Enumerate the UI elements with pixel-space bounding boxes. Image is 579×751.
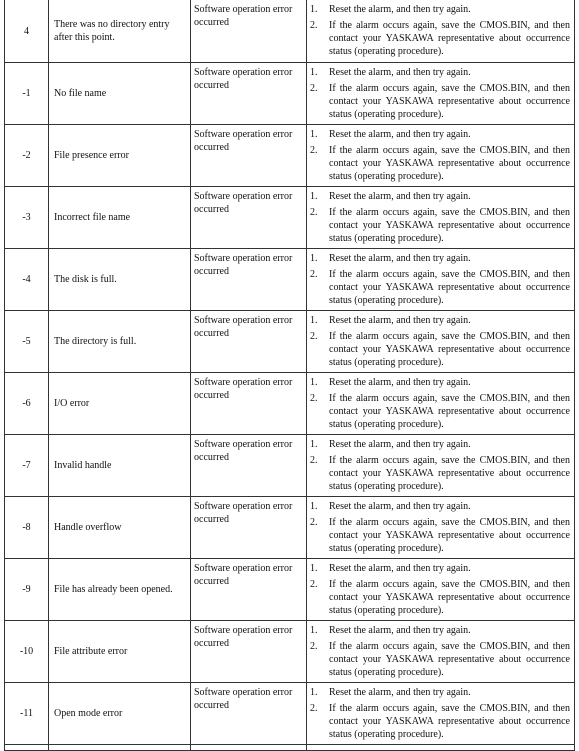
alarm-cause: Software operation error occurred xyxy=(191,559,307,621)
table-row xyxy=(5,0,575,63)
alarm-cause: Software operation error occurred xyxy=(191,497,307,559)
table-row xyxy=(5,497,575,559)
remedy-step xyxy=(310,330,570,369)
remedy-step-text: Reset the alarm, and then try again. xyxy=(329,253,471,264)
remedy-step xyxy=(310,562,570,575)
alarm-cause: Software operation error occurred xyxy=(191,125,307,187)
remedy-step xyxy=(310,128,570,141)
alarm-sub-code: -3 xyxy=(5,187,49,249)
alarm-cause: Software operation error occurred xyxy=(191,311,307,373)
remedy-step-text: Reset the alarm, and then try again. xyxy=(329,315,471,326)
remedy-step xyxy=(310,66,570,79)
remedy-step xyxy=(310,82,570,121)
remedy-step xyxy=(310,500,570,513)
remedy-step xyxy=(310,454,570,493)
remedy-step-text: If the alarm occurs again, save the CMOS.BIN, and then contact your YASKAWA representative about occurrence status (operating procedure). xyxy=(329,641,570,678)
remedy-step-text: Reset the alarm, and then try again. xyxy=(329,563,471,574)
remedy-step xyxy=(310,578,570,617)
remedy-step-number: 1. xyxy=(310,4,318,15)
remedy-step xyxy=(310,206,570,245)
remedy-step xyxy=(310,640,570,679)
alarm-description: The directory is full. xyxy=(49,311,191,373)
alarm-remedy xyxy=(307,683,575,745)
alarm-sub-code: -5 xyxy=(5,311,49,373)
alarm-sub-code: -10 xyxy=(5,621,49,683)
alarm-description: Open mode error xyxy=(49,683,191,745)
remedy-step-text: If the alarm occurs again, save the CMOS.BIN, and then contact your YASKAWA representative about occurrence status (operating procedure). xyxy=(329,455,570,492)
remedy-step xyxy=(310,268,570,307)
remedy-step-text: Reset the alarm, and then try again. xyxy=(329,67,471,78)
remedy-step-text: Reset the alarm, and then try again. xyxy=(329,687,471,698)
alarm-description: I/O error xyxy=(49,373,191,435)
remedy-step-text: Reset the alarm, and then try again. xyxy=(329,191,471,202)
alarm-sub-code: -11 xyxy=(5,683,49,745)
remedy-step-number: 1. xyxy=(310,501,318,512)
remedy-step-text: If the alarm occurs again, save the CMOS.BIN, and then contact your YASKAWA representative about occurrence status (operating procedure). xyxy=(329,517,570,554)
table-row xyxy=(5,435,575,497)
table-row xyxy=(5,249,575,311)
alarm-remedy xyxy=(307,0,575,63)
alarm-remedy xyxy=(307,125,575,187)
alarm-sub-code: -9 xyxy=(5,559,49,621)
remedy-step-number: 1. xyxy=(310,191,318,202)
cause-cell xyxy=(191,745,307,751)
remedy-step-number: 2. xyxy=(310,269,318,280)
alarm-cause: Software operation error occurred xyxy=(191,683,307,745)
alarm-description: No file name xyxy=(49,63,191,125)
remedy-step-number: 2. xyxy=(310,703,318,714)
remedy-step-text: If the alarm occurs again, save the CMOS.BIN, and then contact your YASKAWA representative about occurrence status (operating procedure). xyxy=(329,145,570,182)
remedy-step-text: Reset the alarm, and then try again. xyxy=(329,439,471,450)
remedy-step-number: 1. xyxy=(310,687,318,698)
alarm-description: File presence error xyxy=(49,125,191,187)
remedy-step-number: 2. xyxy=(310,331,318,342)
alarm-remedy xyxy=(307,249,575,311)
alarm-cause: Software operation error occurred xyxy=(191,249,307,311)
remedy-step-text: If the alarm occurs again, save the CMOS.BIN, and then contact your YASKAWA representative about occurrence status (operating procedure). xyxy=(329,579,570,616)
remedy-step xyxy=(310,702,570,741)
remedy-step xyxy=(310,392,570,431)
remedy-step xyxy=(310,624,570,637)
remedy-step xyxy=(310,190,570,203)
alarm-cause: Software operation error occurred xyxy=(191,373,307,435)
remedy-step-text: Reset the alarm, and then try again. xyxy=(329,501,471,512)
alarm-description: There was no directory entry after this point. xyxy=(49,0,191,63)
remedy-step xyxy=(310,3,570,16)
alarm-remedy xyxy=(307,63,575,125)
remedy-step-text: If the alarm occurs again, save the CMOS.BIN, and then contact your YASKAWA representative about occurrence status (operating procedure). xyxy=(329,20,570,57)
alarm-remedy xyxy=(307,187,575,249)
remedy-step-number: 2. xyxy=(310,207,318,218)
remedy-step-text: If the alarm occurs again, save the CMOS.BIN, and then contact your YASKAWA representative about occurrence status (operating procedure). xyxy=(329,331,570,368)
alarm-table-body xyxy=(5,0,575,751)
alarm-cause: Software operation error occurred xyxy=(191,435,307,497)
remedy-step-number: 1. xyxy=(310,563,318,574)
remedy-step xyxy=(310,686,570,699)
remedy-step-number: 2. xyxy=(310,641,318,652)
alarm-table xyxy=(4,0,575,751)
remedy-step-text: If the alarm occurs again, save the CMOS.BIN, and then contact your YASKAWA representative about occurrence status (operating procedure). xyxy=(329,393,570,430)
remedy-step-number: 2. xyxy=(310,393,318,404)
remedy-step xyxy=(310,516,570,555)
alarm-sub-code: -8 xyxy=(5,497,49,559)
remedy-step-number: 2. xyxy=(310,145,318,156)
alarm-remedy xyxy=(307,559,575,621)
table-row xyxy=(5,621,575,683)
remedy-step xyxy=(310,376,570,389)
remedy-step-text: Reset the alarm, and then try again. xyxy=(329,377,471,388)
alarm-sub-code: -4 xyxy=(5,249,49,311)
remedy-step-text: Reset the alarm, and then try again. xyxy=(329,625,471,636)
alarm-description: The disk is full. xyxy=(49,249,191,311)
remedy-step-number: 2. xyxy=(310,20,318,31)
remedy-step xyxy=(310,314,570,327)
remedy-step-text: If the alarm occurs again, save the CMOS.BIN, and then contact your YASKAWA representative about occurrence status (operating procedure). xyxy=(329,207,570,244)
remedy-step xyxy=(310,252,570,265)
remedy-step-number: 1. xyxy=(310,377,318,388)
remedy-step xyxy=(310,438,570,451)
alarm-cause: Software operation error occurred xyxy=(191,63,307,125)
table-row xyxy=(5,125,575,187)
remedy-step-text: If the alarm occurs again, save the CMOS.BIN, and then contact your YASKAWA representative about occurrence status (operating procedure). xyxy=(329,703,570,740)
alarm-cause: Software operation error occurred xyxy=(191,0,307,63)
table-row xyxy=(5,63,575,125)
alarm-description: Handle overflow xyxy=(49,497,191,559)
remedy-cell xyxy=(307,745,575,751)
alarm-sub-code: -6 xyxy=(5,373,49,435)
description-cell xyxy=(49,745,191,751)
remedy-step-number: 1. xyxy=(310,67,318,78)
remedy-step-number: 1. xyxy=(310,315,318,326)
remedy-step-number: 1. xyxy=(310,253,318,264)
alarm-sub-code: -7 xyxy=(5,435,49,497)
table-row xyxy=(5,187,575,249)
remedy-step-text: Reset the alarm, and then try again. xyxy=(329,129,471,140)
alarm-sub-code: 4 xyxy=(5,0,49,63)
alarm-remedy xyxy=(307,311,575,373)
alarm-description: Invalid handle xyxy=(49,435,191,497)
alarm-cause: Software operation error occurred xyxy=(191,187,307,249)
remedy-step xyxy=(310,144,570,183)
alarm-remedy xyxy=(307,435,575,497)
alarm-description: File attribute error xyxy=(49,621,191,683)
alarm-remedy xyxy=(307,497,575,559)
remedy-step xyxy=(310,19,570,58)
remedy-step-number: 1. xyxy=(310,129,318,140)
remedy-step-number: 2. xyxy=(310,579,318,590)
remedy-step-number: 2. xyxy=(310,455,318,466)
alarm-description: File has already been opened. xyxy=(49,559,191,621)
remedy-step-number: 2. xyxy=(310,83,318,94)
remedy-step-number: 1. xyxy=(310,625,318,636)
table-row xyxy=(5,559,575,621)
alarm-cause: Software operation error occurred xyxy=(191,621,307,683)
alarm-sub-code: -1 xyxy=(5,63,49,125)
alarm-sub-code: -2 xyxy=(5,125,49,187)
alarm-remedy xyxy=(307,373,575,435)
remedy-step-text: If the alarm occurs again, save the CMOS.BIN, and then contact your YASKAWA representative about occurrence status (operating procedure). xyxy=(329,269,570,306)
remedy-step-text: Reset the alarm, and then try again. xyxy=(329,4,471,15)
remedy-step-number: 2. xyxy=(310,517,318,528)
table-row xyxy=(5,311,575,373)
remedy-step-number: 1. xyxy=(310,439,318,450)
remedy-step-text: If the alarm occurs again, save the CMOS.BIN, and then contact your YASKAWA representative about occurrence status (operating procedure). xyxy=(329,83,570,120)
table-row xyxy=(5,683,575,745)
alarm-remedy xyxy=(307,621,575,683)
code-cell xyxy=(5,745,49,751)
table-row-continued xyxy=(5,745,575,751)
table-row xyxy=(5,373,575,435)
alarm-description: Incorrect file name xyxy=(49,187,191,249)
